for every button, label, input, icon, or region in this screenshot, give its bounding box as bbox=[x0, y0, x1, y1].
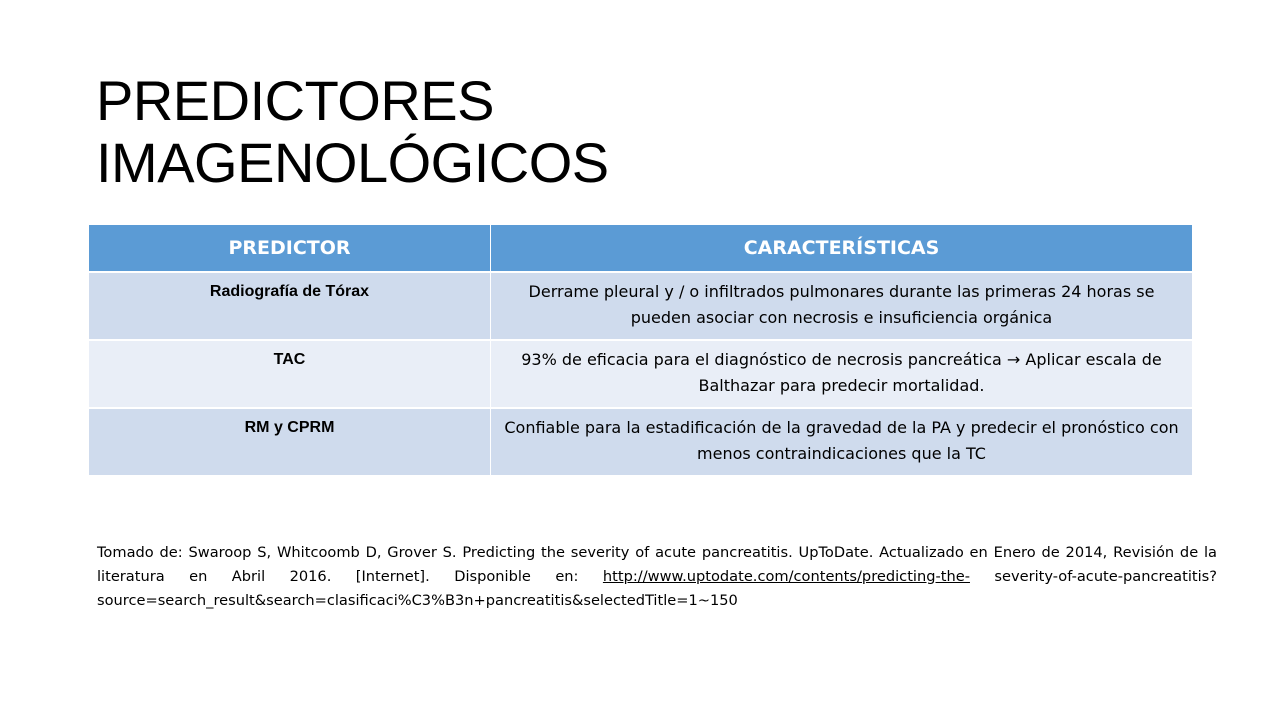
header-predictor: PREDICTOR bbox=[89, 225, 491, 273]
predictor-cell: Radiografía de Tórax bbox=[89, 272, 491, 340]
slide-title-line-1: PREDICTORES bbox=[96, 69, 494, 132]
citation-link[interactable]: http://www.uptodate.com/contents/predicting-the- bbox=[602, 567, 970, 585]
slide-title-line-2: IMAGENOLÓGICOS bbox=[96, 131, 609, 194]
table-header-row bbox=[89, 225, 1193, 273]
characteristics-cell: Derrame pleural y / o infiltrados pulmonares durante las primeras 24 horas se pueden asociar con necrosis e insuficiencia orgánica bbox=[491, 272, 1193, 340]
characteristics-cell: Confiable para la estadificación de la gravedad de la PA y predecir el pronóstico con menos contraindicaciones que la TC bbox=[491, 408, 1193, 476]
table-row bbox=[89, 272, 1193, 340]
header-caracteristicas: CARACTERÍSTICAS bbox=[491, 225, 1193, 273]
citation bbox=[97, 541, 1217, 613]
citation-trailing-text: severity-of-acute-pancreatitis?source=search_result&search=clasificaci%C3%B3n+pancreatitis&selectedTitle=1~150 bbox=[97, 567, 1218, 609]
slide-title bbox=[96, 70, 1096, 194]
table-row bbox=[89, 340, 1193, 408]
table-row bbox=[89, 408, 1193, 476]
predictor-cell: TAC bbox=[89, 340, 491, 408]
characteristics-cell: 93% de eficacia para el diagnóstico de necrosis pancreática → Aplicar escala de Balthazar para predecir mortalidad. bbox=[491, 340, 1193, 408]
predictor-cell: RM y CPRM bbox=[89, 408, 491, 476]
predictors-table-container bbox=[88, 224, 1192, 476]
citation-text: Tomado de: Swaroop S, Whitcoomb D, Grover S. Predicting the severity of acute pancreatitis. UpToDate. Actualizado en Enero de 2014, Revisión de la literatura en Abril 2016. [Internet]. Disponible en: bbox=[97, 543, 1217, 585]
predictors-table bbox=[88, 224, 1193, 476]
